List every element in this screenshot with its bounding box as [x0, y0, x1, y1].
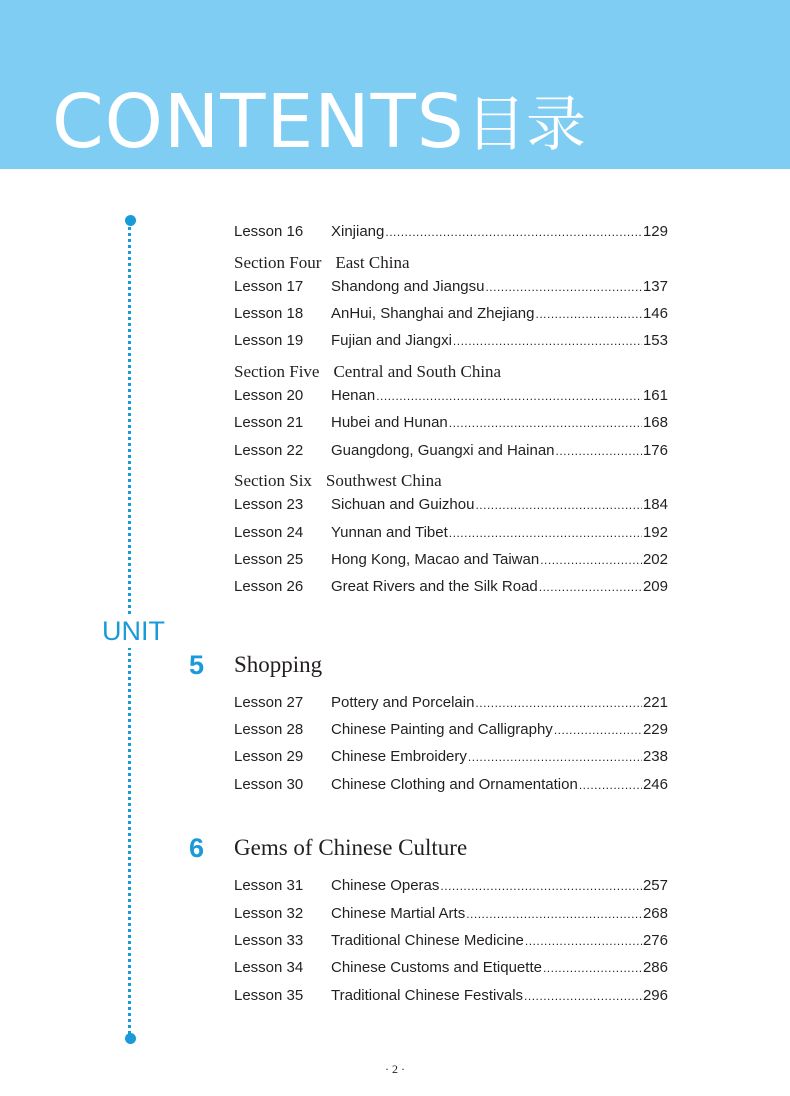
toc-row[interactable]: [234, 221, 668, 243]
dot-leader: [453, 330, 642, 352]
section-heading: [234, 470, 442, 492]
lesson-number: Lesson 22: [234, 442, 304, 459]
page-ref: 176: [642, 442, 668, 459]
page-ref: 286: [642, 959, 668, 976]
lesson-title: Hubei and Hunan: [331, 414, 448, 431]
dot-leader: [449, 412, 642, 434]
dot-leader: [525, 930, 642, 952]
page-ref: 137: [642, 278, 668, 295]
toc-row[interactable]: [234, 549, 668, 571]
lesson-title: Guangdong, Guangxi and Hainan: [331, 442, 555, 459]
lesson-number: Lesson 30: [234, 776, 304, 793]
page-ref: 268: [642, 905, 668, 922]
lesson-title: Great Rivers and the Silk Road: [331, 578, 538, 595]
dot-leader: [376, 385, 642, 407]
lesson-title: Traditional Chinese Festivals: [331, 987, 524, 1004]
page-ref: 246: [642, 776, 668, 793]
section-heading: [234, 252, 410, 274]
lesson-title: AnHui, Shanghai and Zhejiang: [331, 305, 535, 322]
dot-leader: [466, 903, 642, 925]
timeline-dot-bottom: [125, 1033, 136, 1044]
toc-row[interactable]: [234, 385, 668, 407]
lesson-title: Chinese Clothing and Ornamentation: [331, 776, 578, 793]
lesson-title: Pottery and Porcelain: [331, 694, 475, 711]
dot-leader: [440, 875, 642, 897]
toc-row[interactable]: [234, 303, 668, 325]
dot-leader: [468, 746, 642, 768]
page-ref: 276: [642, 932, 668, 949]
page-ref: 129: [642, 223, 668, 240]
lesson-number: Lesson 32: [234, 905, 304, 922]
lesson-number: Lesson 34: [234, 959, 304, 976]
unit-number: 5: [189, 650, 205, 680]
lesson-title: Traditional Chinese Medicine: [331, 932, 524, 949]
toc-row[interactable]: [234, 330, 668, 352]
toc-row[interactable]: [234, 957, 668, 979]
dot-leader: [554, 719, 642, 741]
toc-row[interactable]: [234, 985, 668, 1007]
page-ref: 229: [642, 721, 668, 738]
lesson-number: Lesson 16: [234, 223, 304, 240]
lesson-number: Lesson 28: [234, 721, 304, 738]
dot-leader: [475, 494, 642, 516]
lesson-title: Chinese Painting and Calligraphy: [331, 721, 553, 738]
dot-leader: [579, 774, 642, 796]
dot-leader: [524, 985, 642, 1007]
section-name: Central and South China: [333, 362, 502, 381]
lesson-number: Lesson 25: [234, 551, 304, 568]
lesson-number: Lesson 23: [234, 496, 304, 513]
toc-row[interactable]: [234, 746, 668, 768]
lesson-title: Henan: [331, 387, 376, 404]
lesson-number: Lesson 33: [234, 932, 304, 949]
unit-title: Shopping: [234, 652, 323, 677]
lesson-title: Chinese Operas: [331, 877, 440, 894]
toc-row[interactable]: [234, 903, 668, 925]
dot-leader: [485, 276, 642, 298]
lesson-number: Lesson 35: [234, 987, 304, 1004]
page-ref: 296: [642, 987, 668, 1004]
dot-leader: [543, 957, 642, 979]
lesson-number: Lesson 29: [234, 748, 304, 765]
page-ref: 209: [642, 578, 668, 595]
lesson-number: Lesson 26: [234, 578, 304, 595]
dot-leader: [535, 303, 641, 325]
lesson-title: Shandong and Jiangsu: [331, 278, 485, 295]
header-banner: [0, 0, 790, 169]
lesson-title: Xinjiang: [331, 223, 385, 240]
toc-row[interactable]: [234, 440, 668, 462]
lesson-title: Yunnan and Tibet: [331, 524, 448, 541]
dot-leader: [385, 221, 642, 243]
page-ref: 146: [642, 305, 668, 322]
lesson-number: Lesson 24: [234, 524, 304, 541]
page-number: · 2 ·: [385, 1062, 405, 1076]
section-name: Southwest China: [325, 471, 442, 490]
dot-leader: [449, 522, 642, 544]
section-label: Section Six: [234, 471, 312, 490]
page-ref: 184: [642, 496, 668, 513]
dot-leader: [475, 692, 642, 714]
dot-leader: [540, 549, 642, 571]
lesson-title: Hong Kong, Macao and Taiwan: [331, 551, 540, 568]
toc-row[interactable]: [234, 522, 668, 544]
page-ref: 153: [642, 332, 668, 349]
lesson-number: Lesson 31: [234, 877, 304, 894]
lesson-title: Chinese Embroidery: [331, 748, 467, 765]
dot-leader: [556, 440, 642, 462]
unit-number: 6: [189, 833, 205, 863]
timeline-dot-top: [125, 215, 136, 226]
page-title: CONTENTS: [52, 79, 465, 165]
lesson-title: Chinese Martial Arts: [331, 905, 466, 922]
lesson-number: Lesson 18: [234, 305, 304, 322]
dot-leader: [539, 576, 642, 598]
page-ref: 238: [642, 748, 668, 765]
lesson-number: Lesson 17: [234, 278, 304, 295]
section-name: East China: [335, 253, 410, 272]
lesson-title: Sichuan and Guizhou: [331, 496, 475, 513]
page-title-chinese: 目录: [466, 90, 586, 160]
lesson-number: Lesson 20: [234, 387, 304, 404]
lesson-number: Lesson 19: [234, 332, 304, 349]
lesson-number: Lesson 21: [234, 414, 304, 431]
page-ref: 202: [642, 551, 668, 568]
lesson-number: Lesson 27: [234, 694, 304, 711]
unit-title: Gems of Chinese Culture: [234, 835, 468, 860]
toc-row[interactable]: [234, 576, 668, 598]
page-ref: 168: [642, 414, 668, 431]
page-ref: 161: [642, 387, 668, 404]
lesson-title: Fujian and Jiangxi: [331, 332, 452, 349]
toc-row[interactable]: [234, 276, 668, 298]
toc-row[interactable]: [234, 719, 668, 741]
section-label: Section Four: [234, 253, 322, 272]
toc-row[interactable]: [234, 692, 668, 714]
page-ref: 257: [642, 877, 668, 894]
section-label: Section Five: [234, 362, 320, 381]
page-ref: 221: [642, 694, 668, 711]
lesson-title: Chinese Customs and Etiquette: [331, 959, 542, 976]
toc-row[interactable]: [234, 412, 668, 434]
unit-label: UNIT: [102, 616, 165, 646]
toc-row[interactable]: [234, 774, 668, 796]
page-ref: 192: [642, 524, 668, 541]
toc-row[interactable]: [234, 930, 668, 952]
toc-row[interactable]: [234, 875, 668, 897]
toc-row[interactable]: [234, 494, 668, 516]
section-heading: [234, 361, 501, 383]
